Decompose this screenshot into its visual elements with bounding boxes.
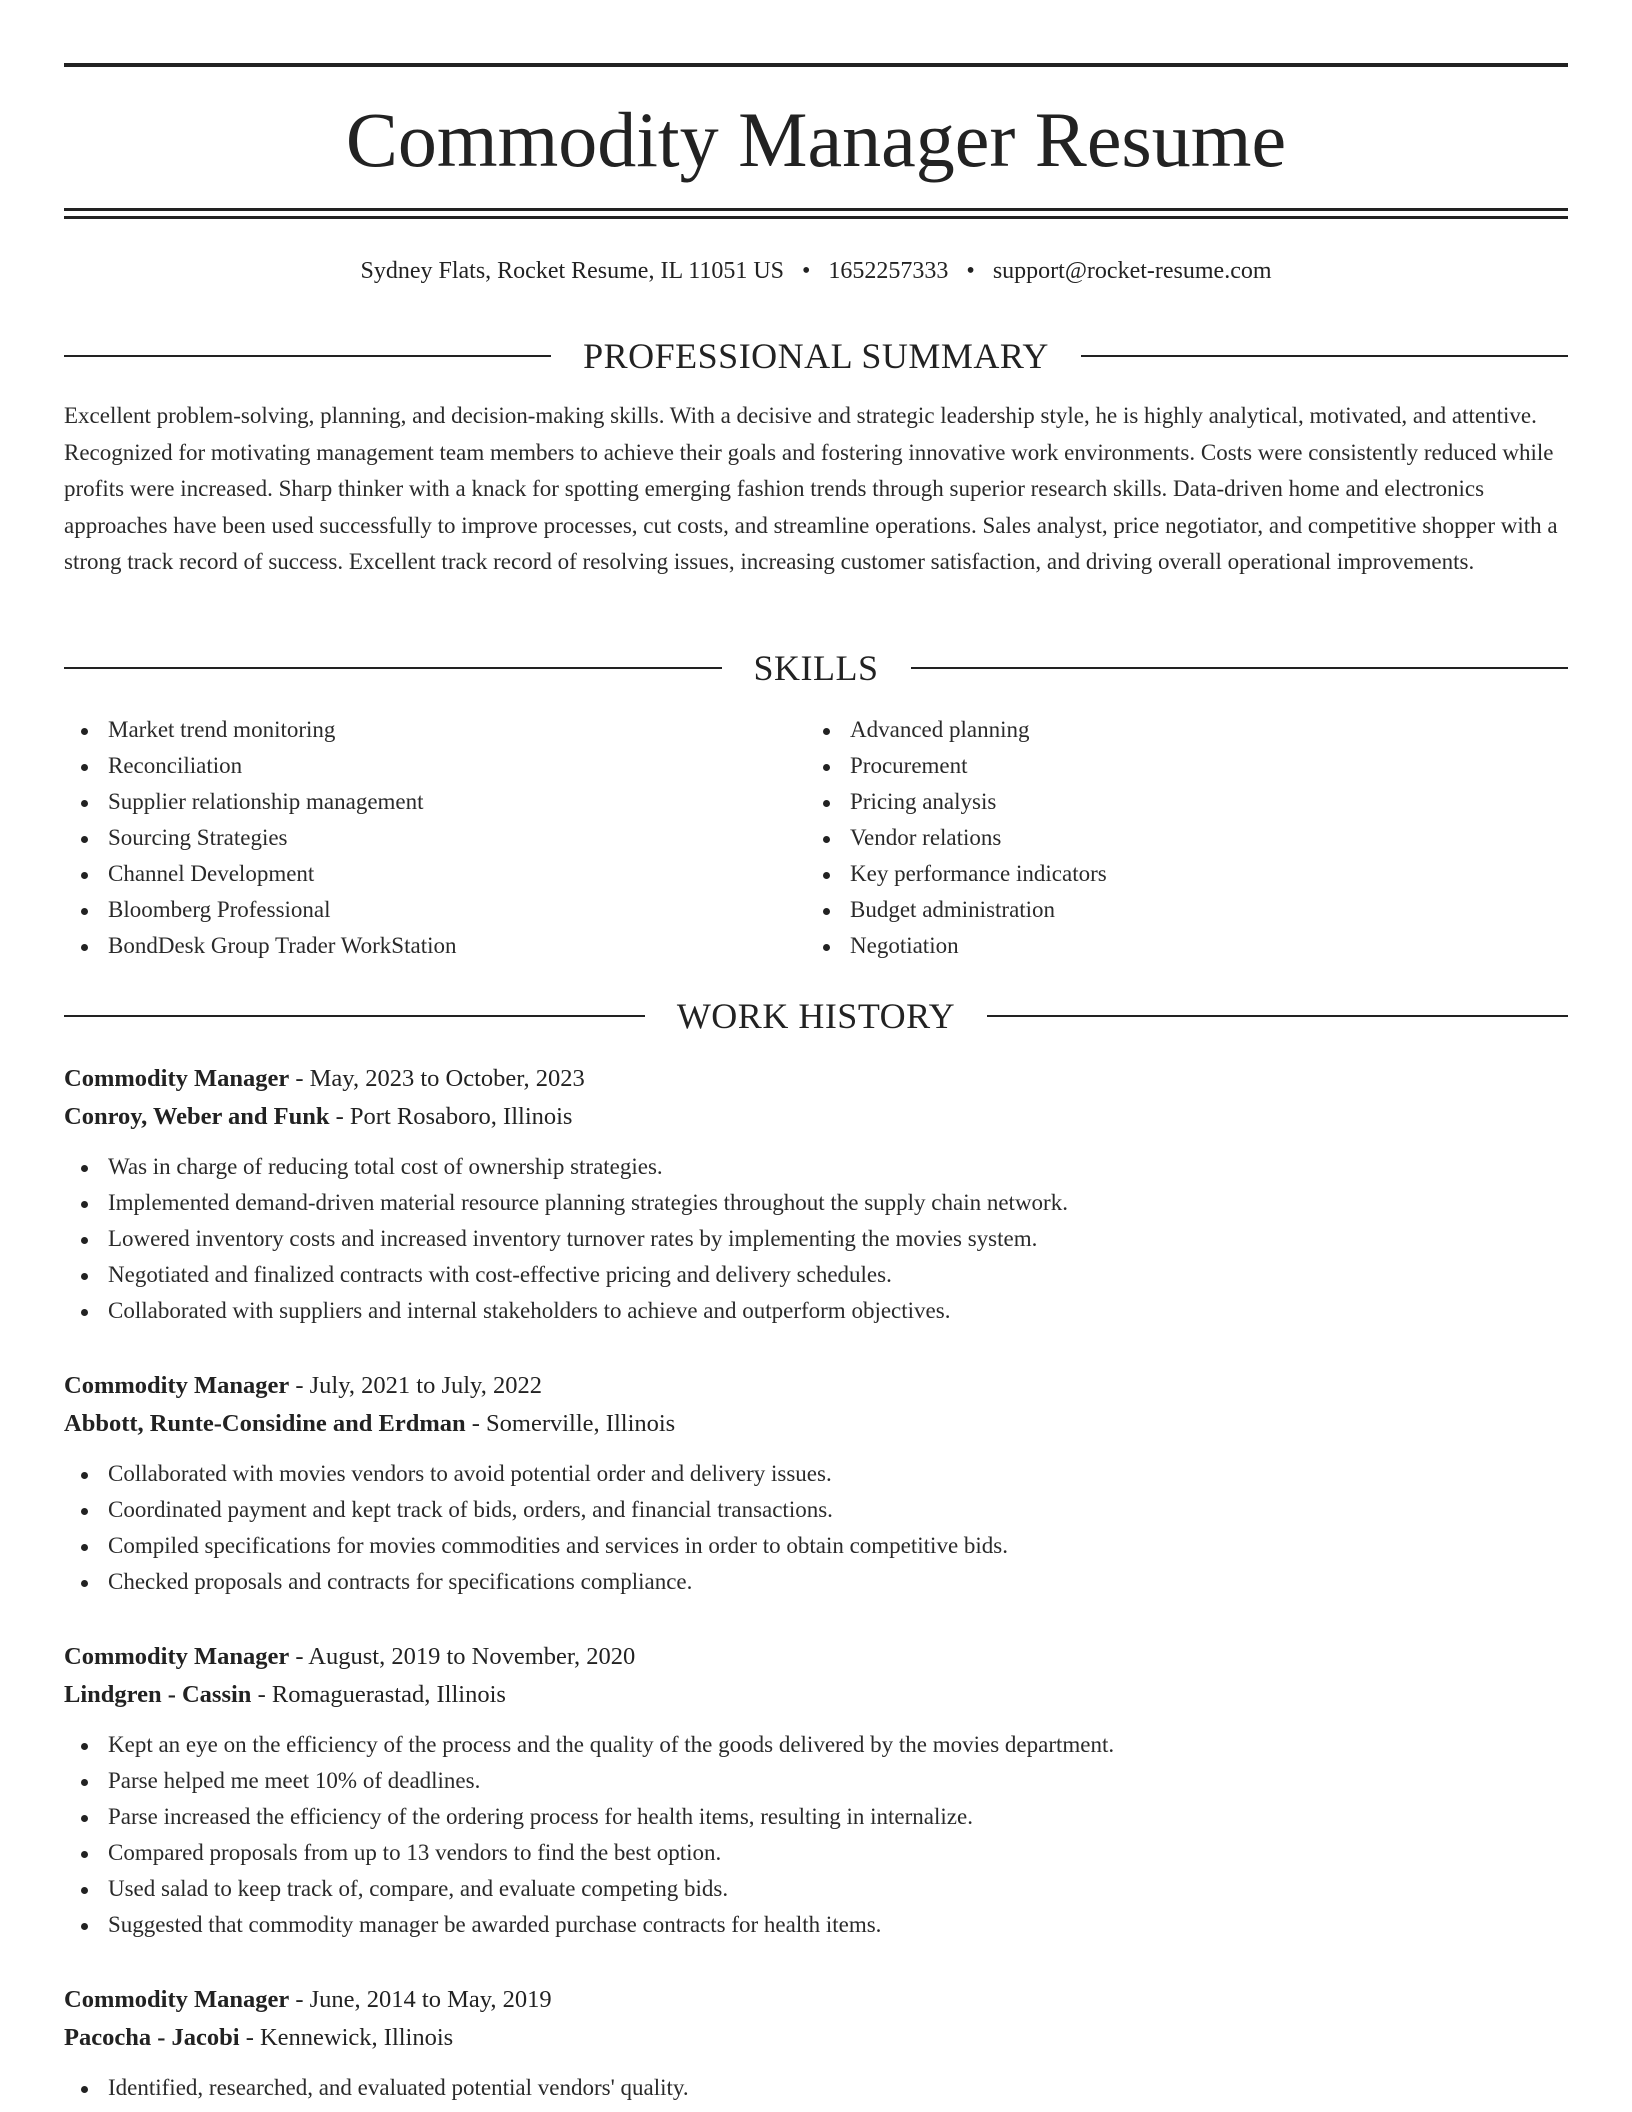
skills-heading xyxy=(64,648,1568,688)
skill-item: Key performance indicators xyxy=(806,856,1546,892)
skills-list-left xyxy=(64,712,804,964)
summary-text: Excellent problem-solving, planning, and decision-making skills. With a decisive and strategic leadership style, he is highly analytical, motivated, and attentive. Recognized for motivating management team members to achieve their goals and fostering innovative work environments. Costs were consistently reduced while profits were increased. Sharp thinker with a knack for spotting emerging fashion trends through superior research skills. Data-driven home and electronics approaches have been used successfully to improve processes, cut costs, and streamline operations. Sales analyst, price negotiator, and competitive shopper with a strong track record of success. Excellent track record of resolving issues, increasing customer satisfaction, and driving overall operational improvements. xyxy=(64,403,1558,574)
skill-item: Market trend monitoring xyxy=(64,712,804,748)
skill-item: Supplier relationship management xyxy=(64,784,804,820)
contact-separator: • xyxy=(966,258,975,284)
job-title-line xyxy=(64,1060,1568,1098)
job-bullet: Parse helped me meet 10% of deadlines. xyxy=(64,1763,1568,1799)
job-bullet: Negotiated and finalized contracts with cost-effective pricing and delivery schedules. xyxy=(64,1257,1568,1293)
job-entry xyxy=(64,1638,1568,1943)
skills-heading-label: SKILLS xyxy=(753,648,879,688)
contact-separator: • xyxy=(802,258,811,284)
skill-item: Advanced planning xyxy=(806,712,1546,748)
job-bullet: Implemented demand-driven material resource planning strategies throughout the supply chain network. xyxy=(64,1185,1568,1221)
job-dates: - June, 2014 to May, 2019 xyxy=(289,1986,552,2013)
heading-rule-right xyxy=(1081,355,1568,357)
resume-title: Commodity Manager Resume xyxy=(345,96,1287,183)
job-bullet: Kept an eye on the efficiency of the process and the quality of the goods delivered by the movies department. xyxy=(64,1727,1568,1763)
job-entry xyxy=(64,1981,1568,2106)
job-bullet: Compiled specifications for movies commodities and services in order to obtain competitive bids. xyxy=(64,1528,1568,1564)
job-bullet: Compared proposals from up to 13 vendors to find the best option. xyxy=(64,1835,1568,1871)
job-company: Abbott, Runte-Considine and Erdman xyxy=(64,1410,466,1437)
job-bullet: Was in charge of reducing total cost of ownership strategies. xyxy=(64,1149,1568,1185)
skill-item: Sourcing Strategies xyxy=(64,820,804,856)
contact-phone: 1652257333 xyxy=(828,258,949,284)
job-location: - Kennewick, Illinois xyxy=(239,2024,454,2051)
skill-item: Procurement xyxy=(806,748,1546,784)
job-company-line xyxy=(64,1098,1568,1136)
job-company-line xyxy=(64,1405,1568,1443)
job-location: - Romaguerastad, Illinois xyxy=(251,1681,506,1708)
work-history-heading-label: WORK HISTORY xyxy=(676,996,956,1036)
job-bullets xyxy=(64,1456,1568,1600)
job-title: Commodity Manager xyxy=(64,1065,290,1092)
job-bullet: Collaborated with movies vendors to avoid potential order and delivery issues. xyxy=(64,1456,1568,1492)
skill-item: Bloomberg Professional xyxy=(64,892,804,928)
contact-address: Sydney Flats, Rocket Resume, IL 11051 US xyxy=(360,258,785,284)
heading-rule-left xyxy=(64,667,722,669)
job-title-line xyxy=(64,1981,1568,2019)
job-bullet: Identified, researched, and evaluated potential vendors' quality. xyxy=(64,2070,1568,2106)
job-bullets xyxy=(64,1727,1568,1943)
skill-item: Negotiation xyxy=(806,928,1546,964)
work-history-heading xyxy=(64,996,1568,1036)
skill-item: Vendor relations xyxy=(806,820,1546,856)
job-title-line xyxy=(64,1367,1568,1405)
skills-list-right xyxy=(806,712,1546,964)
job-title: Commodity Manager xyxy=(64,1986,290,2013)
job-company-line xyxy=(64,1676,1568,1714)
job-bullet: Used salad to keep track of, compare, and evaluate competing bids. xyxy=(64,1871,1568,1907)
job-bullet: Collaborated with suppliers and internal stakeholders to achieve and outperform objectives. xyxy=(64,1293,1568,1329)
job-company: Conroy, Weber and Funk xyxy=(64,1103,330,1130)
job-bullet: Lowered inventory costs and increased inventory turnover rates by implementing the movies system. xyxy=(64,1221,1568,1257)
job-dates: - July, 2021 to July, 2022 xyxy=(289,1372,542,1399)
skill-item: Channel Development xyxy=(64,856,804,892)
summary-heading-label: PROFESSIONAL SUMMARY xyxy=(583,336,1049,376)
header-rule-lower xyxy=(64,216,1568,219)
job-dates: - May, 2023 to October, 2023 xyxy=(289,1065,585,1092)
header-top-rule xyxy=(64,63,1568,67)
job-entry xyxy=(64,1367,1568,1600)
skill-item: Reconciliation xyxy=(64,748,804,784)
contact-email: support@rocket-resume.com xyxy=(992,258,1272,284)
job-dates: - August, 2019 to November, 2020 xyxy=(289,1643,636,1670)
job-bullets xyxy=(64,2070,1568,2106)
heading-rule-right xyxy=(911,667,1569,669)
skills-column-right xyxy=(806,712,1546,964)
job-title-line xyxy=(64,1638,1568,1676)
heading-rule-right xyxy=(987,1015,1568,1017)
job-bullet: Suggested that commodity manager be awarded purchase contracts for health items. xyxy=(64,1907,1568,1943)
heading-rule-left xyxy=(64,355,551,357)
job-title: Commodity Manager xyxy=(64,1372,290,1399)
skills-column-left xyxy=(64,712,804,964)
job-bullets xyxy=(64,1149,1568,1329)
job-location: - Port Rosaboro, Illinois xyxy=(329,1103,573,1130)
job-entry xyxy=(64,1060,1568,1329)
header-rule-upper xyxy=(64,208,1568,211)
job-title: Commodity Manager xyxy=(64,1643,290,1670)
job-location: - Somerville, Illinois xyxy=(465,1410,676,1437)
summary-heading xyxy=(64,336,1568,376)
job-bullet: Parse increased the efficiency of the ordering process for health items, resulting in internalize. xyxy=(64,1799,1568,1835)
skill-item: BondDesk Group Trader WorkStation xyxy=(64,928,804,964)
job-company: Lindgren - Cassin xyxy=(64,1681,252,1708)
skill-item: Pricing analysis xyxy=(806,784,1546,820)
heading-rule-left xyxy=(64,1015,645,1017)
job-bullet: Coordinated payment and kept track of bids, orders, and financial transactions. xyxy=(64,1492,1568,1528)
job-company-line xyxy=(64,2019,1568,2057)
job-bullet: Checked proposals and contracts for specifications compliance. xyxy=(64,1564,1568,1600)
job-company: Pacocha - Jacobi xyxy=(64,2024,240,2051)
skill-item: Budget administration xyxy=(806,892,1546,928)
contact-line xyxy=(64,254,1568,288)
